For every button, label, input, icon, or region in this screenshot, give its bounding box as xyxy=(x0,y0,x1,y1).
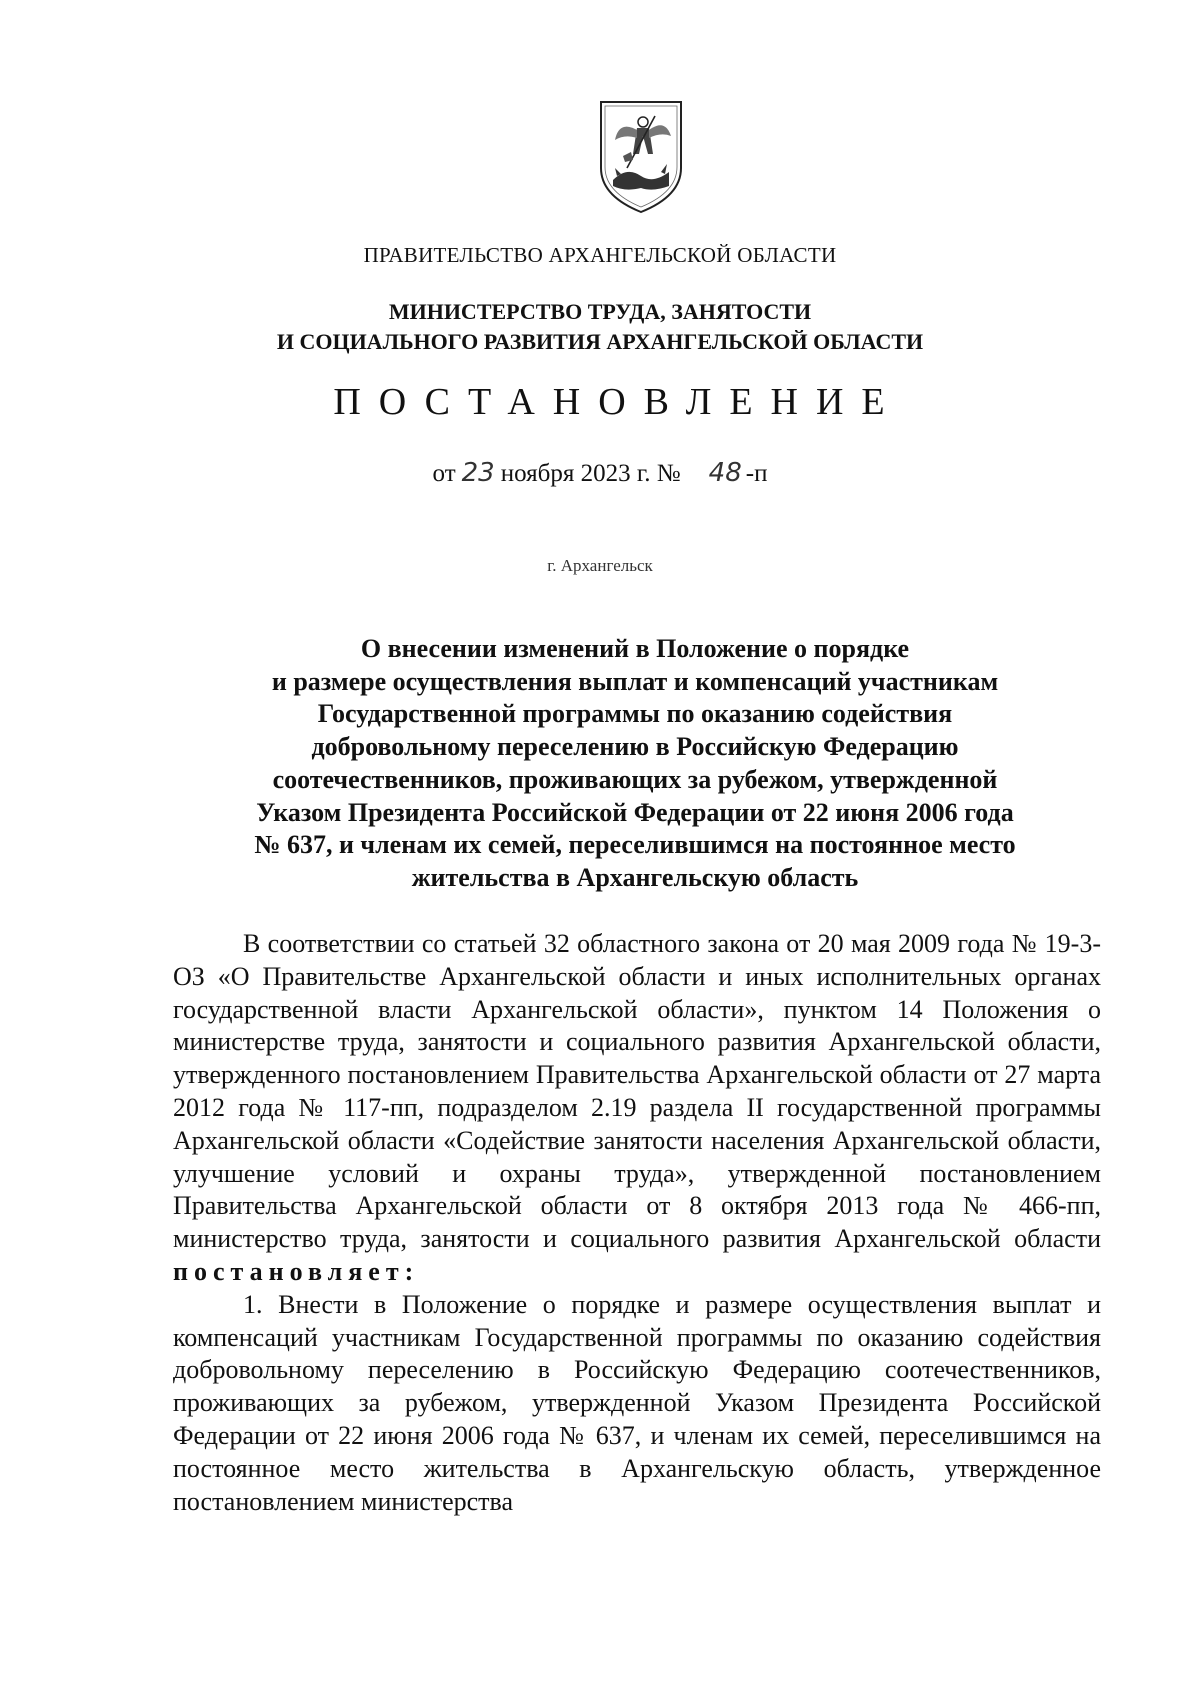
date-prefix: от xyxy=(432,460,456,487)
government-name: ПРАВИТЕЛЬСТВО АРХАНГЕЛЬСКОЙ ОБЛАСТИ xyxy=(363,243,837,267)
title-line: № 637, и членам их семей, переселившимся на постоянное место xyxy=(254,830,1016,860)
preamble-paragraph xyxy=(173,928,1101,1289)
title-line: соотечественников, проживающих за рубежом, утвержденной xyxy=(272,764,998,794)
handwritten-day: 23 xyxy=(461,458,495,488)
title-line: Государственной программы по оказанию содействия xyxy=(317,699,953,729)
title-line: жительства в Архангельскую область xyxy=(411,862,859,892)
title-line: О внесении изменений в Положение о порядке xyxy=(360,634,910,663)
title-line: Указом Президента Российской Федерации от 22 июня 2006 года xyxy=(256,797,1014,827)
arkhangelsk-coat-of-arms-icon xyxy=(593,96,689,216)
city-name: г. Архангельск xyxy=(547,556,653,575)
title-line: и размере осуществления выплат и компенсаций участникам xyxy=(271,666,999,696)
decree-title xyxy=(180,633,1090,895)
decree-body xyxy=(173,928,1101,1518)
document-type: ПОСТАНОВЛЕНИЕ xyxy=(333,381,903,423)
clause-1-paragraph: 1. Внести в Положение о порядке и размере осуществления выплат и компенсаций участникам Государственной программы по оказанию содействия добровольному переселению в Российскую Федерацию соотечественников, проживающих за рубежом, утвержденной Указом Президента Российской Федерации от 22 июня 2006 года № 637, и членам их семей, переселившимся на постоянное место жительства в Архангельскую область, утвержденное постановлением министерства xyxy=(173,1289,1101,1516)
ministry-name-line-1: МИНИСТЕРСТВО ТРУДА, ЗАНЯТОСТИ xyxy=(388,299,812,324)
ministry-name-line-2: И СОЦИАЛЬНОГО РАЗВИТИЯ АРХАНГЕЛЬСКОЙ ОБЛАСТИ xyxy=(276,329,924,354)
preamble-text: В соответствии со статьей 32 областного закона от 20 мая 2009 года № 19-3-ОЗ «О Правительстве Архангельской области и иных исполнительных органах государственной власти Архангельской области», пунктом 14 Положения о министерстве труда, занятости и социального развития Архангельской области, утвержденного постановлением Правительства Архангельской области от 27 марта 2012 года № 117-пп, подразделом 2.19 раздела II государственной программы Архангельской области «Содействие занятости населения Архангельской области, улучшение условий и охраны труда», утвержденной постановлением Правительства Архангельской области от 8 октября 2013 года № 466-пп, министерство труда, занятости и социального развития Архангельской области xyxy=(173,929,1101,1254)
resolves-word: постановляет: xyxy=(173,1256,420,1286)
title-line: добровольному переселению в Российскую Федерацию xyxy=(311,732,959,762)
number-suffix: -п xyxy=(745,460,768,487)
dateline xyxy=(0,458,1200,488)
date-month-year: ноября 2023 г. № xyxy=(500,460,681,487)
handwritten-number: 48 xyxy=(708,458,742,488)
